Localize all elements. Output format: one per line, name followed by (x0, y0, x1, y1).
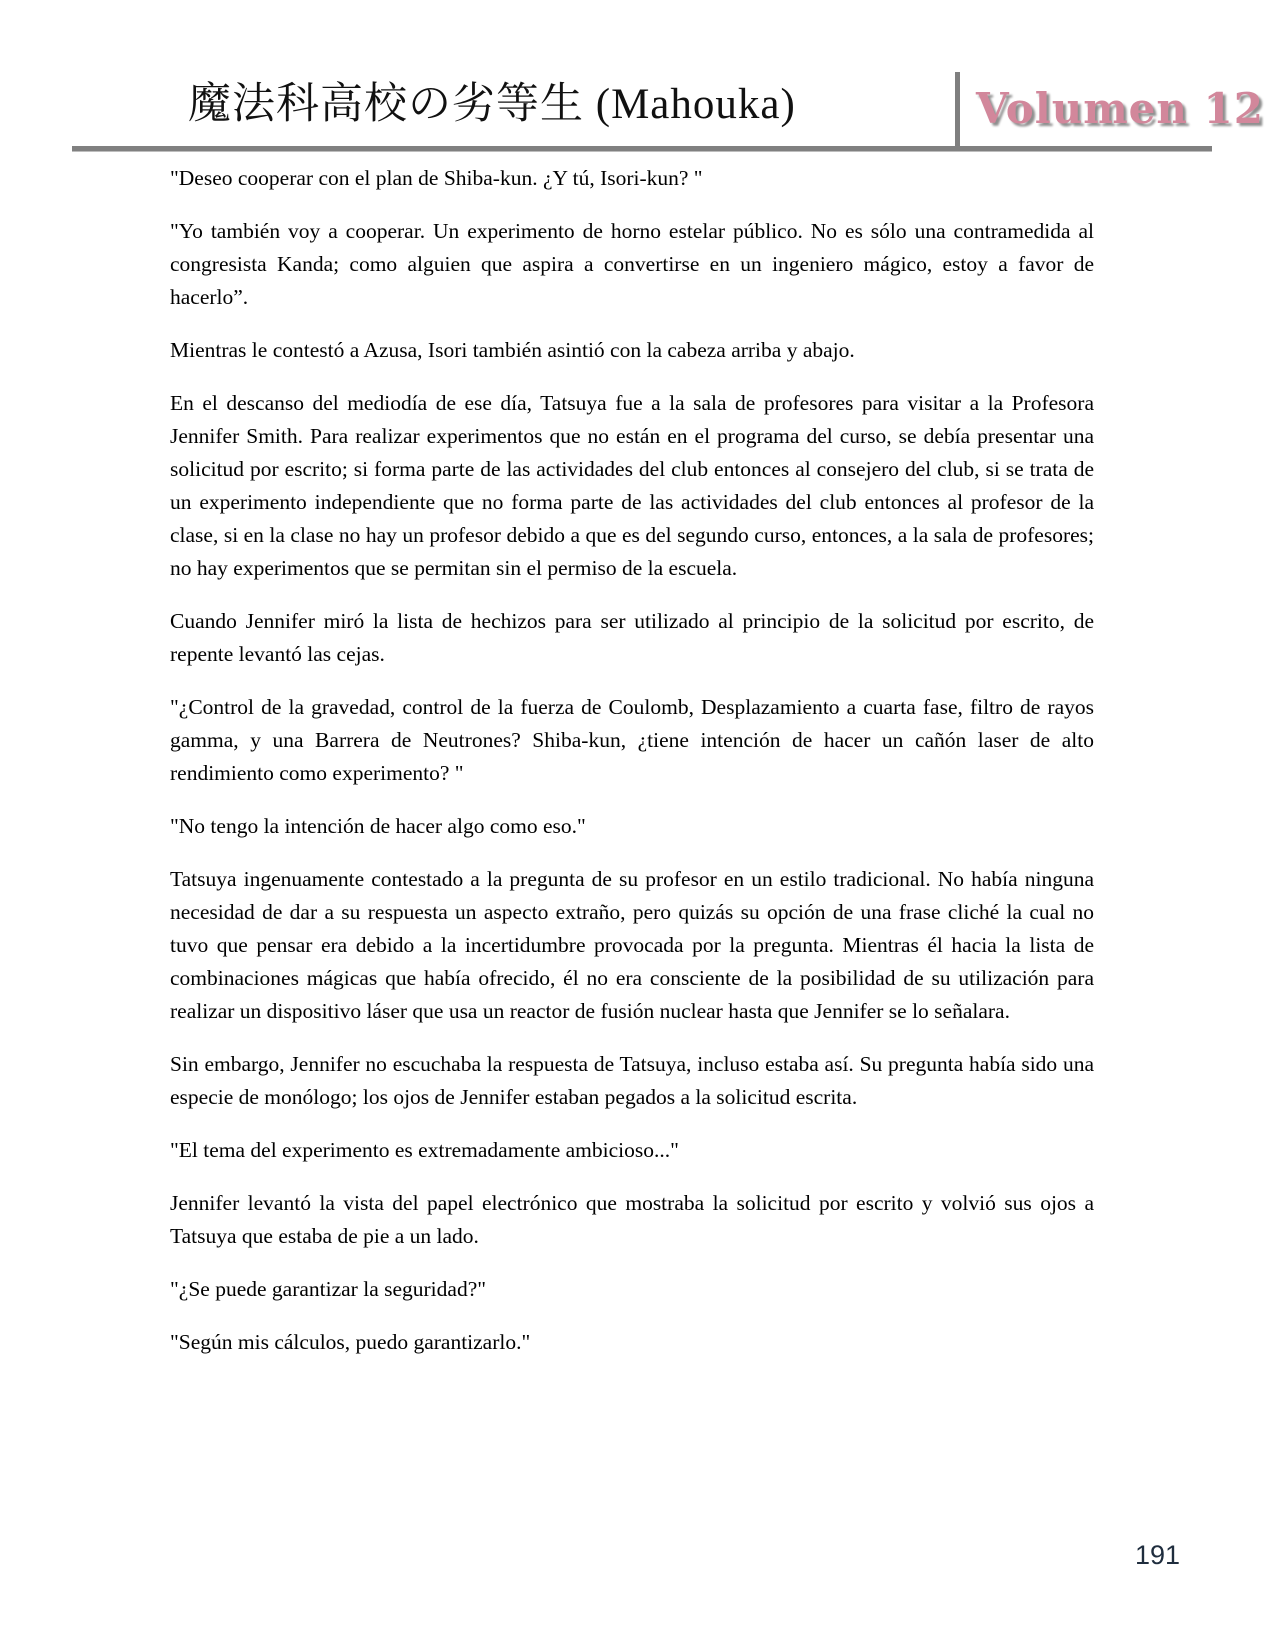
paragraph: Jennifer levantó la vista del papel electrónico que mostraba la solicitud por escrito y volvió sus ojos a Tatsuya que estaba de pie a un lado. (170, 1191, 1094, 1248)
paragraph: "¿Se puede garantizar la seguridad?" (170, 1277, 487, 1301)
paragraph: "Deseo cooperar con el plan de Shiba-kun. ¿Y tú, Isori-kun? " (170, 166, 703, 190)
book-title: 魔法科高校の劣等生 (Mahouka) (188, 81, 796, 128)
paragraph: "Yo también voy a cooperar. Un experimento de horno estelar público. No es sólo una contramedida al congresista Kanda; como alguien que aspira a convertirse en un ingeniero mágico, estoy a favor de hacerlo”. (170, 219, 1094, 309)
paragraph: Mientras le contestó a Azusa, Isori también asintió con la cabeza arriba y abajo. (170, 338, 855, 362)
page-body (170, 162, 1094, 1379)
page-number: 191 (1134, 1540, 1180, 1570)
paragraph: "No tengo la intención de hacer algo como eso." (170, 814, 586, 838)
paragraph: "El tema del experimento es extremadamente ambicioso..." (170, 1138, 679, 1162)
paragraph: "Según mis cálculos, puedo garantizarlo." (170, 1330, 531, 1354)
volume-label: Volumen 12 (976, 84, 1265, 133)
header-rule (72, 146, 1212, 152)
paragraph: En el descanso del mediodía de ese día, Tatsuya fue a la sala de profesores para visitar a la Profesora Jennifer Smith. Para realizar experimentos que no están en el programa del curso, se debía presentar una solicitud por escrito; si forma parte de las actividades del club entonces al consejero del club, si se trata de un experimento independiente que no forma parte de las actividades del club entonces al profesor de la clase, si en la clase no hay un profesor debido a que es del segundo curso, entonces, a la sala de profesores; no hay experimentos que se permitan sin el permiso de la escuela. (170, 391, 1094, 580)
paragraph: Sin embargo, Jennifer no escuchaba la respuesta de Tatsuya, incluso estaba así. Su pregunta había sido una especie de monólogo; los ojos de Jennifer estaban pegados a la solicitud escrita. (170, 1052, 1094, 1109)
paragraph: "¿Control de la gravedad, control de la fuerza de Coulomb, Desplazamiento a cuarta fase, filtro de rayos gamma, y una Barrera de Neutrones? Shiba-kun, ¿tiene intención de hacer un cañón laser de alto rendimiento como experimento? " (170, 695, 1094, 785)
header-divider-bar (955, 72, 960, 149)
paragraph: Tatsuya ingenuamente contestado a la pregunta de su profesor en un estilo tradicional. No había ninguna necesidad de dar a su respuesta un aspecto extraño, pero quizás su opción de una frase cliché la cual no tuvo que pensar era debido a la incertidumbre provocada por la pregunta. Mientras él hacia la lista de combinaciones mágicas que había ofrecido, él no era consciente de la posibilidad de su utilización para realizar un dispositivo láser que usa un reactor de fusión nuclear hasta que Jennifer se lo señalara. (170, 867, 1094, 1023)
paragraph: Cuando Jennifer miró la lista de hechizos para ser utilizado al principio de la solicitud por escrito, de repente levantó las cejas. (170, 609, 1094, 666)
